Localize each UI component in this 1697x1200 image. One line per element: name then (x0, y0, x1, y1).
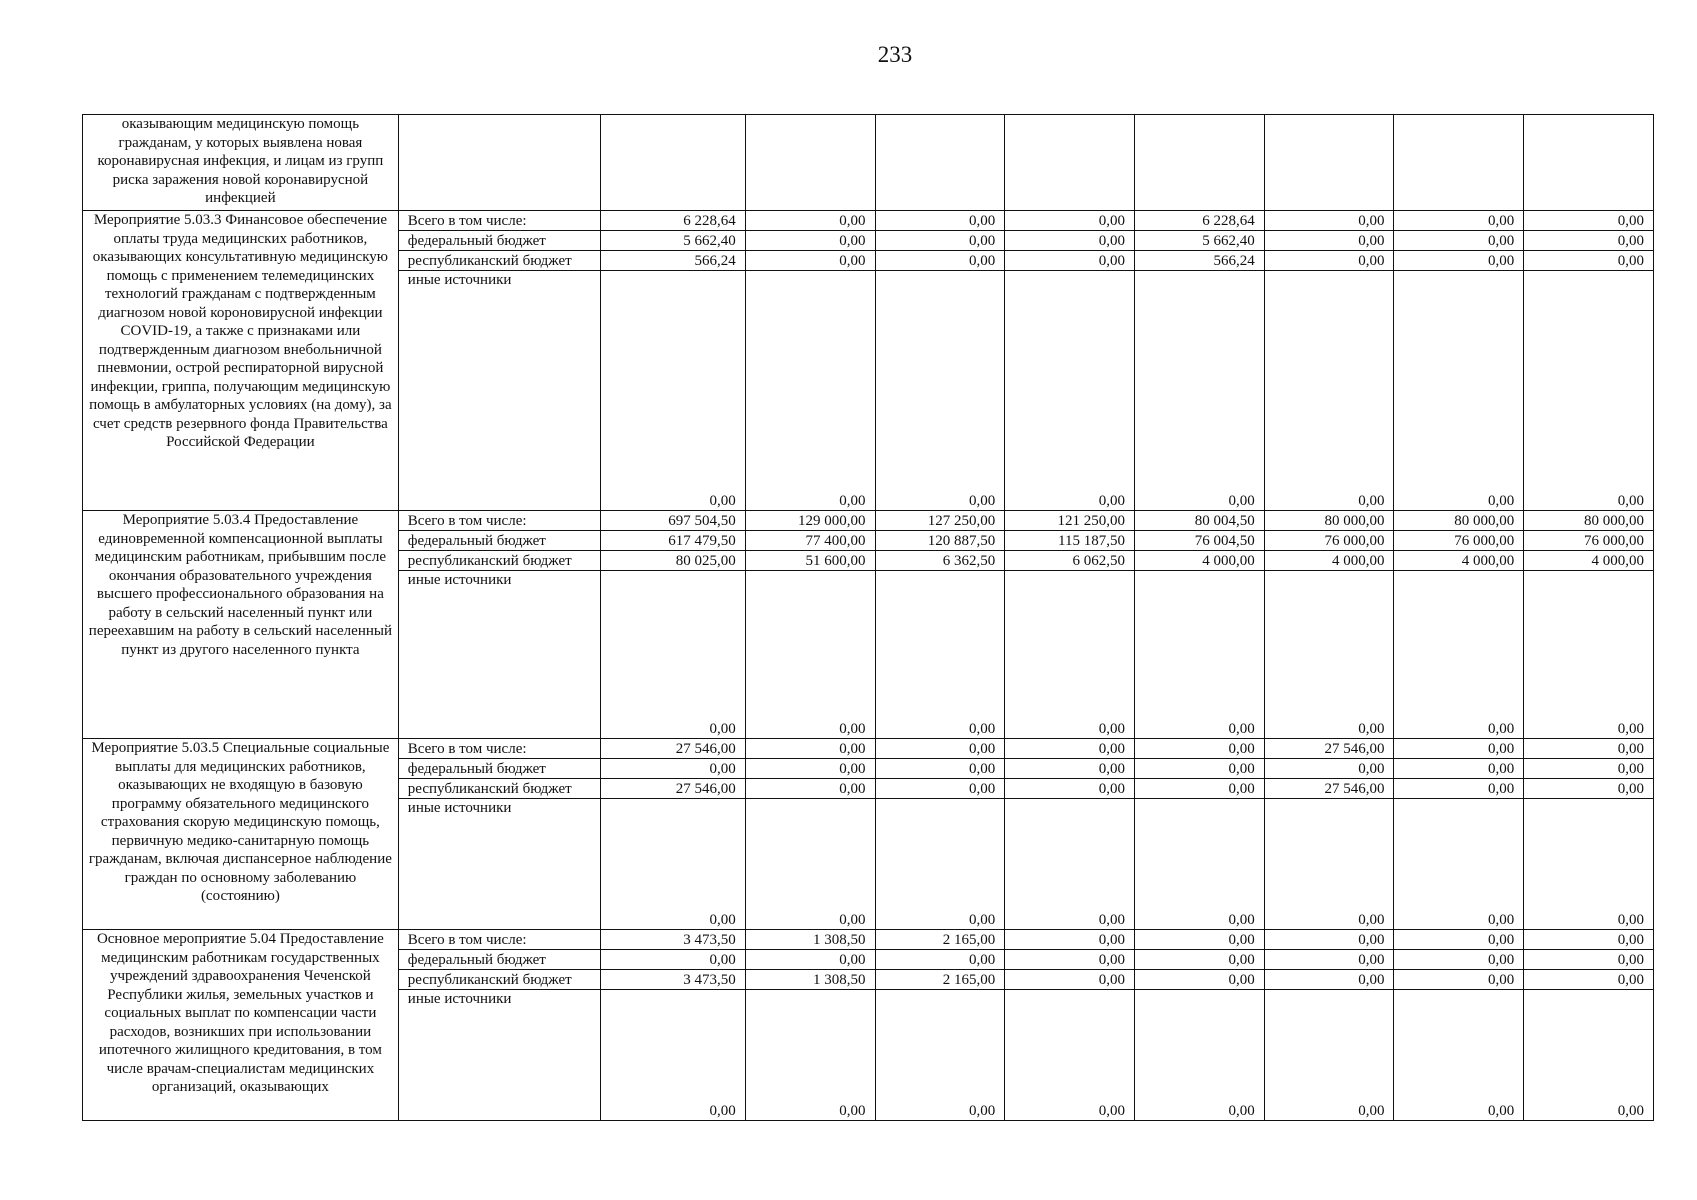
amount-cell: 0,00 (1394, 779, 1524, 799)
measure-description: Основное мероприятие 5.04 Предоставление медицинским работникам государственных учреждений здравоохранения Чеченской Республики жилья, земельных участков и социальных выплат по компенсации части расходов, возникших при использовании ипотечного жилищного кредитования, в том числе врачам-специалистам медицинских организаций, оказывающих (83, 930, 399, 1121)
amount-cell: 0,00 (1134, 930, 1264, 950)
amount-cell: 0,00 (1134, 970, 1264, 990)
amount-cell: 0,00 (600, 759, 745, 779)
amount-cell: 0,00 (1524, 571, 1654, 739)
amount-cell: 4 000,00 (1134, 551, 1264, 571)
amount-cell: 566,24 (1134, 251, 1264, 271)
amount-cell: 0,00 (1264, 970, 1394, 990)
funding-source-label: федеральный бюджет (398, 950, 600, 970)
amount-cell: 0,00 (1134, 739, 1264, 759)
amount-cell: 0,00 (600, 271, 745, 511)
amount-cell: 0,00 (1005, 970, 1135, 990)
amount-cell: 0,00 (875, 231, 1005, 251)
amount-cell: 0,00 (745, 271, 875, 511)
amount-cell: 80 000,00 (1264, 511, 1394, 531)
amount-cell: 76 000,00 (1394, 531, 1524, 551)
amount-cell: 0,00 (1264, 271, 1394, 511)
amount-cell: 0,00 (1394, 970, 1524, 990)
amount-cell: 0,00 (1524, 950, 1654, 970)
amount-cell: 27 546,00 (600, 779, 745, 799)
amount-cell: 0,00 (1524, 211, 1654, 231)
amount-cell: 129 000,00 (745, 511, 875, 531)
empty-cell (398, 115, 600, 211)
amount-cell: 0,00 (1524, 779, 1654, 799)
amount-cell: 0,00 (1394, 799, 1524, 930)
amount-cell: 0,00 (745, 799, 875, 930)
amount-cell: 0,00 (875, 251, 1005, 271)
amount-cell: 0,00 (745, 251, 875, 271)
amount-cell: 0,00 (1134, 799, 1264, 930)
amount-cell: 0,00 (1524, 930, 1654, 950)
amount-cell: 0,00 (745, 571, 875, 739)
amount-cell: 0,00 (1264, 759, 1394, 779)
amount-cell: 0,00 (1394, 759, 1524, 779)
amount-cell: 6 062,50 (1005, 551, 1135, 571)
amount-cell: 0,00 (1264, 231, 1394, 251)
amount-cell: 0,00 (1005, 930, 1135, 950)
amount-cell: 0,00 (875, 211, 1005, 231)
amount-cell: 5 662,40 (1134, 231, 1264, 251)
funding-source-label: Всего в том числе: (398, 511, 600, 531)
amount-cell: 0,00 (1394, 571, 1524, 739)
amount-cell: 2 165,00 (875, 970, 1005, 990)
amount-cell: 0,00 (1005, 251, 1135, 271)
amount-cell: 1 308,50 (745, 930, 875, 950)
empty-cell (1005, 115, 1135, 211)
amount-cell: 27 546,00 (1264, 779, 1394, 799)
amount-cell: 5 662,40 (600, 231, 745, 251)
empty-cell (875, 115, 1005, 211)
amount-cell: 127 250,00 (875, 511, 1005, 531)
amount-cell: 0,00 (1524, 970, 1654, 990)
amount-cell: 3 473,50 (600, 930, 745, 950)
amount-cell: 0,00 (1005, 779, 1135, 799)
table-row (83, 211, 1654, 231)
amount-cell: 0,00 (600, 950, 745, 970)
amount-cell: 0,00 (1005, 211, 1135, 231)
funding-source-label: иные источники (398, 990, 600, 1121)
funding-source-label: федеральный бюджет (398, 231, 600, 251)
amount-cell: 0,00 (1394, 231, 1524, 251)
funding-source-label: республиканский бюджет (398, 970, 600, 990)
amount-cell: 0,00 (745, 779, 875, 799)
funding-source-label: иные источники (398, 571, 600, 739)
amount-cell: 0,00 (745, 739, 875, 759)
amount-cell: 0,00 (1524, 759, 1654, 779)
table-row (83, 511, 1654, 531)
table-body (83, 115, 1654, 1121)
measure-description: Мероприятие 5.03.5 Специальные социальные выплаты для медицинских работников, оказывающих не входящую в базовую программу обязательного медицинского страхования скорую медицинскую помощь, первичную медико-санитарную помощь гражданам, включая диспансерное наблюдение граждан по основному заболеванию (состоянию) (83, 739, 399, 930)
amount-cell: 0,00 (600, 799, 745, 930)
amount-cell: 80 004,50 (1134, 511, 1264, 531)
amount-cell: 0,00 (1524, 990, 1654, 1121)
amount-cell: 0,00 (1134, 571, 1264, 739)
amount-cell: 617 479,50 (600, 531, 745, 551)
amount-cell: 0,00 (745, 231, 875, 251)
amount-cell: 0,00 (1394, 950, 1524, 970)
amount-cell: 0,00 (1005, 799, 1135, 930)
amount-cell: 0,00 (1264, 799, 1394, 930)
amount-cell: 0,00 (1524, 251, 1654, 271)
measure-description: Мероприятие 5.03.3 Финансовое обеспечение оплаты труда медицинских работников, оказывающих консультативную медицинскую помощь с применением телемедицинских технологий гражданам с подтвержденным диагнозом новой короновирусной инфекции COVID-19, а также с признаками или подтвержденным диагнозом внебольничной пневмонии, острой респираторной вирусной инфекции, гриппа, получающим медицинскую помощь в амбулаторных условиях (на дому), за счет средств резервного фонда Правительства Российской Федерации (83, 211, 399, 511)
amount-cell: 0,00 (875, 990, 1005, 1121)
amount-cell: 27 546,00 (1264, 739, 1394, 759)
amount-cell: 0,00 (600, 990, 745, 1121)
amount-cell: 6 228,64 (1134, 211, 1264, 231)
amount-cell: 0,00 (1005, 231, 1135, 251)
table-row (83, 739, 1654, 759)
amount-cell: 4 000,00 (1524, 551, 1654, 571)
amount-cell: 4 000,00 (1394, 551, 1524, 571)
amount-cell: 0,00 (1134, 271, 1264, 511)
amount-cell: 115 187,50 (1005, 531, 1135, 551)
amount-cell: 0,00 (1394, 990, 1524, 1121)
amount-cell: 0,00 (875, 799, 1005, 930)
continuation-row (83, 115, 1654, 211)
amount-cell: 76 004,50 (1134, 531, 1264, 551)
amount-cell: 0,00 (1394, 930, 1524, 950)
funding-source-label: федеральный бюджет (398, 531, 600, 551)
amount-cell: 0,00 (1134, 950, 1264, 970)
empty-cell (1524, 115, 1654, 211)
empty-cell (600, 115, 745, 211)
amount-cell: 0,00 (1524, 271, 1654, 511)
amount-cell: 0,00 (745, 211, 875, 231)
amount-cell: 6 228,64 (600, 211, 745, 231)
funding-source-label: иные источники (398, 799, 600, 930)
amount-cell: 0,00 (1394, 251, 1524, 271)
empty-cell (1134, 115, 1264, 211)
amount-cell: 0,00 (745, 990, 875, 1121)
funding-source-label: республиканский бюджет (398, 551, 600, 571)
amount-cell: 0,00 (1264, 990, 1394, 1121)
amount-cell: 2 165,00 (875, 930, 1005, 950)
amount-cell: 0,00 (875, 271, 1005, 511)
table-row (83, 930, 1654, 950)
funding-source-label: Всего в том числе: (398, 930, 600, 950)
amount-cell: 80 000,00 (1394, 511, 1524, 531)
amount-cell: 0,00 (1005, 571, 1135, 739)
amount-cell: 0,00 (1394, 271, 1524, 511)
amount-cell: 0,00 (875, 779, 1005, 799)
amount-cell: 0,00 (1264, 211, 1394, 231)
amount-cell: 0,00 (1005, 950, 1135, 970)
funding-source-label: республиканский бюджет (398, 779, 600, 799)
amount-cell: 80 000,00 (1524, 511, 1654, 531)
amount-cell: 0,00 (875, 739, 1005, 759)
amount-cell: 0,00 (1394, 739, 1524, 759)
amount-cell: 0,00 (1524, 799, 1654, 930)
amount-cell: 0,00 (875, 571, 1005, 739)
amount-cell: 0,00 (745, 950, 875, 970)
amount-cell: 0,00 (1264, 950, 1394, 970)
amount-cell: 0,00 (1134, 779, 1264, 799)
amount-cell: 121 250,00 (1005, 511, 1135, 531)
funding-source-label: федеральный бюджет (398, 759, 600, 779)
amount-cell: 697 504,50 (600, 511, 745, 531)
empty-cell (1394, 115, 1524, 211)
funding-source-label: Всего в том числе: (398, 739, 600, 759)
amount-cell: 0,00 (1264, 930, 1394, 950)
amount-cell: 0,00 (1005, 271, 1135, 511)
amount-cell: 1 308,50 (745, 970, 875, 990)
funding-source-label: республиканский бюджет (398, 251, 600, 271)
amount-cell: 51 600,00 (745, 551, 875, 571)
amount-cell: 3 473,50 (600, 970, 745, 990)
amount-cell: 76 000,00 (1264, 531, 1394, 551)
amount-cell: 0,00 (1005, 759, 1135, 779)
amount-cell: 80 025,00 (600, 551, 745, 571)
empty-cell (1264, 115, 1394, 211)
amount-cell: 0,00 (875, 950, 1005, 970)
funding-source-label: иные источники (398, 271, 600, 511)
amount-cell: 0,00 (1524, 739, 1654, 759)
amount-cell: 0,00 (875, 759, 1005, 779)
amount-cell: 0,00 (1264, 251, 1394, 271)
funding-source-label: Всего в том числе: (398, 211, 600, 231)
amount-cell: 4 000,00 (1264, 551, 1394, 571)
amount-cell: 77 400,00 (745, 531, 875, 551)
empty-cell (745, 115, 875, 211)
amount-cell: 27 546,00 (600, 739, 745, 759)
page-number: 233 (877, 42, 913, 67)
amount-cell: 6 362,50 (875, 551, 1005, 571)
amount-cell: 0,00 (745, 759, 875, 779)
budget-table (82, 114, 1654, 1121)
amount-cell: 0,00 (1134, 759, 1264, 779)
amount-cell: 0,00 (1524, 231, 1654, 251)
amount-cell: 120 887,50 (875, 531, 1005, 551)
amount-cell: 0,00 (1134, 990, 1264, 1121)
amount-cell: 0,00 (1394, 211, 1524, 231)
amount-cell: 0,00 (1005, 739, 1135, 759)
continuation-description: оказывающим медицинскую помощь гражданам, у которых выявлена новая коронавирусная инфекция, и лицам из групп риска заражения новой коронавирусной инфекцией (83, 115, 399, 211)
amount-cell: 566,24 (600, 251, 745, 271)
amount-cell: 0,00 (1264, 571, 1394, 739)
measure-description: Мероприятие 5.03.4 Предоставление единовременной компенсационной выплаты медицинским работникам, прибывшим после окончания образовательного учреждения высшего профессионального образования на работу в сельский населенный пункт или переехавшим на работу в сельский населенный пункт из другого населенного пункта (83, 511, 399, 739)
amount-cell: 76 000,00 (1524, 531, 1654, 551)
amount-cell: 0,00 (1005, 990, 1135, 1121)
amount-cell: 0,00 (600, 571, 745, 739)
